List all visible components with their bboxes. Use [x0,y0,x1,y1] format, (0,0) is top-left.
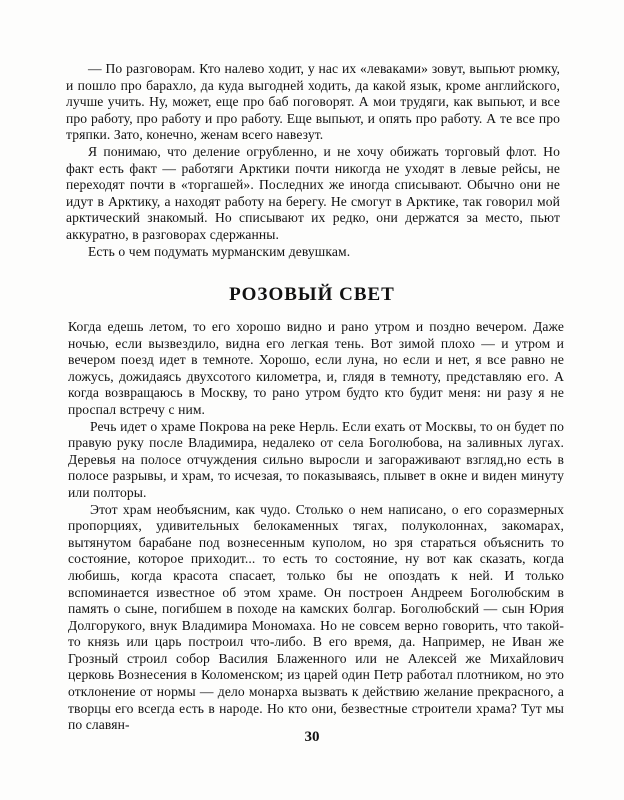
text-section-top [66,61,560,260]
paragraph: Я понимаю, что деление огрубленно, и не хочу обижать торговый флот. Но факт есть факт — работяги Арктики почти никогда не уходят в левые рейсы, не переходят почти в «торгашей». Последних же иногда списывают. Обычно они не идут в Арктику, а находят работу на берегу. Не смогут в Арктике, так говорил мой арктический знакомый. Но списывают их редко, они держатся за место, пьют аккуратно, в разговорах сдержанны. [66,143,560,242]
paragraph: — По разговорам. Кто налево ходит, у нас их «леваками» зовут, выпьют рюмку, и пошло про барахло, да куда выгодней ходить, да какой язык, кроме английского, лучше учить. Ну, может, еще про баб поговорят. А мои трудяги, как выпьют, и все про работу, про работу и про работу. Еще выпьют, и опять про работу. А те все про тряпки. Зато, конечно, женам всего навезут. [66,61,560,143]
paragraph: Есть о чем подумать мурманским девушкам. [88,243,351,259]
page-number: 30 [304,729,320,745]
paragraph: Речь идет о храме Покрова на реке Нерль. Если ехать от Москвы, то он будет по правую руку после Владимира, недалеко от села Боголюбова, на заливных лугах. Деревья на полосе отчуждения сильно выросли и загораживают взгляд,но есть в полосе разрывы, и храм, то исчезая, то показываясь, плывет в окне и виден минуту или полторы. [68,418,564,500]
section-heading: РОЗОВЫЙ СВЕТ [229,284,395,305]
paragraph: Этот храм необъясним, как чудо. Столько о нем написано, о его соразмерных пропорциях, удивительных белокаменных тягах, полуколоннах, закомарах, вытянутом барабане под вознесенным куполом, но зря стараться объяснить то состояние, которое приходит... то есть то состояние, ну вот как сказать, когда любишь, когда красота спасает, только бы не опоздать к ней. И только вспоминается известное об этом храме. Он построен Андреем Боголюбским в память о сыне, погибшем в походе на камских болгар. Боголюбский — сын Юрия Долгорукого, внук Владимира Мономаха. Но не совсем верно говорить, что такой-то князь или царь построил что-либо. В его время, да. Например, не Иван же Грозный строил собор Василия Блаженного или не Алексей же Михайлович церковь Вознесения в Коломенском; из царей один Петр работал плотником, но это отклонение от нормы — дело монарха вызвать к действию желание прекрасного, а творцы его всегда есть в народе. Но кто они, безвестные строители храма? Тут мы по славян- [68,501,564,733]
paragraph: Когда едешь летом, то его хорошо видно и рано утром и поздно вечером. Даже ночью, если вызвездило, видна его легкая тень. Вот зимой плохо — и утром и вечером поезд идет в темноте. Хорошо, если луна, но если и нет, я все равно не ложусь, дожидаясь двухсотого километра, и, глядя в темноту, представляю его. А когда возвращаюсь в Москву, то рано утром будто кто будит меня: ни разу я не проспал встречу с ним. [68,319,564,417]
text-section-bottom [68,319,564,734]
